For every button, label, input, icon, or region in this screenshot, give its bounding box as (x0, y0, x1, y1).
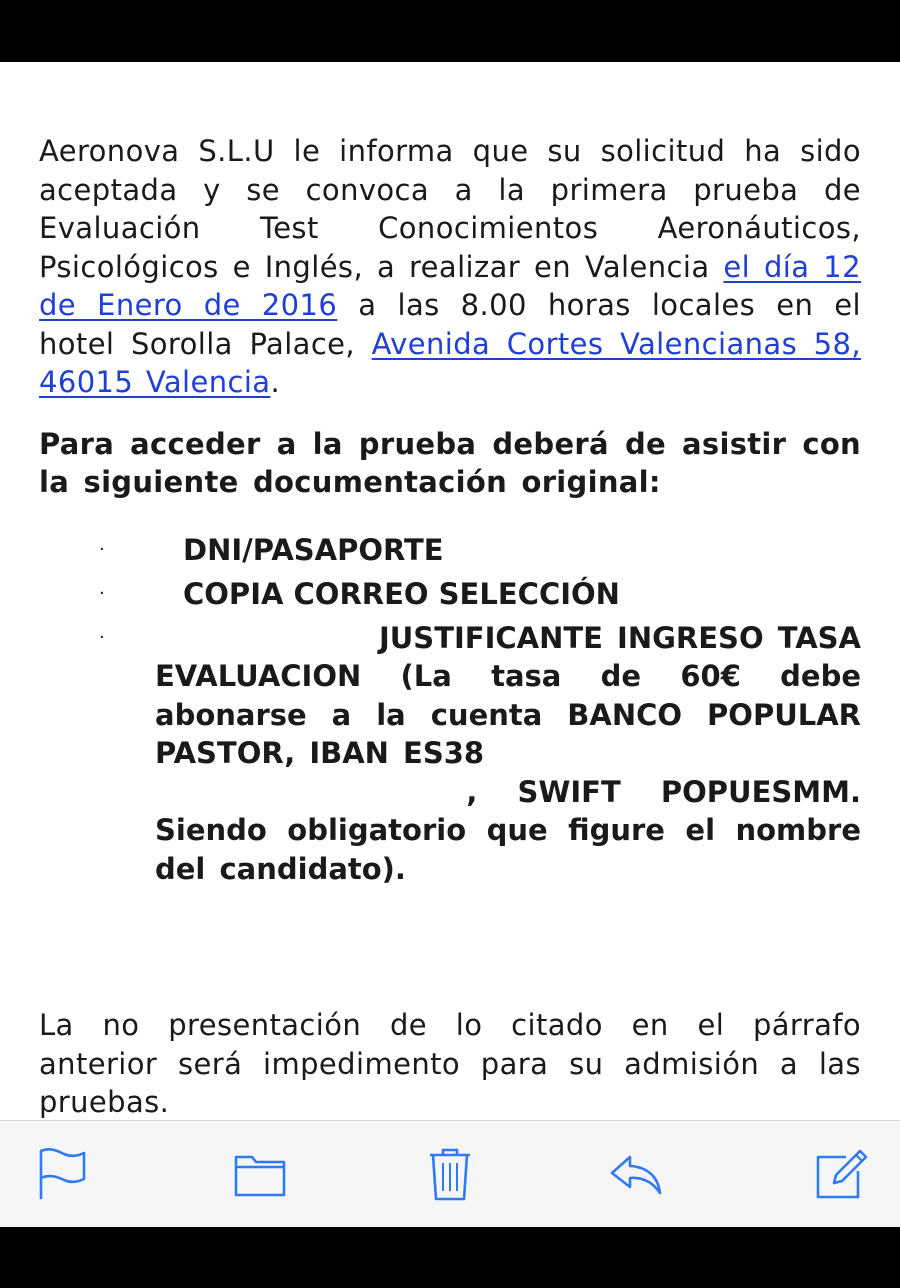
intro-text-middle: a las 8.00 horas locales en el hotel Sorolla Palace, (39, 288, 861, 361)
bullet-dot: · (99, 582, 105, 604)
justificante-end: Siendo obligatorio que figure el nombre del candidato). (155, 813, 861, 886)
move-folder-button[interactable] (232, 1143, 288, 1203)
intro-text-end: . (270, 365, 281, 399)
justificante-title: JUSTIFICANTE INGRESO TASA (378, 620, 861, 655)
requirements-heading: Para acceder a la prueba deberá de asistir con la siguiente documentación original: (39, 426, 861, 499)
compose-button[interactable] (814, 1143, 870, 1203)
flag-button[interactable] (34, 1143, 90, 1203)
swift-line: , SWIFT POPUESMM. (466, 774, 861, 809)
list-item (39, 528, 861, 572)
bullet-dot: · (99, 538, 105, 560)
flag-icon (34, 1143, 90, 1203)
trash-icon (422, 1143, 478, 1203)
documents-list (39, 528, 861, 889)
reply-icon (608, 1143, 664, 1203)
intro-paragraph (39, 132, 861, 402)
bullet-dot: · (99, 626, 105, 648)
list-item-justificante (155, 616, 861, 889)
justificante-body: EVALUACION (La tasa de 60€ debe abonarse a la cuenta BANCO POPULAR PASTOR, IBAN ES38 (155, 659, 861, 770)
mail-toolbar (0, 1120, 900, 1227)
intro-text: Aeronova S.L.U le informa que su solicitud ha sido aceptada y se convoca a la primera prueba de Evaluación Test Conocimientos Aeronáuticos, Psicológicos e Inglés, a realizar en Valencia (39, 134, 861, 284)
reply-button[interactable] (608, 1143, 664, 1203)
folder-icon (232, 1143, 288, 1203)
list-item-dni: DNI/PASAPORTE (183, 532, 444, 567)
address-link[interactable]: Avenida Cortes Valencianas 58, 46015 Valencia (39, 326, 861, 399)
compose-icon (814, 1143, 870, 1203)
trash-button[interactable] (422, 1143, 478, 1203)
date-link[interactable]: el día 12 de Enero de 2016 (39, 249, 862, 322)
email-body (39, 132, 861, 888)
list-item-copia: COPIA CORREO SELECCIÓN (183, 576, 620, 611)
list-item (39, 616, 861, 889)
closing-paragraph: La no presentación de lo citado en el párrafo anterior será impedimento para su admisión a las pruebas. (39, 1008, 861, 1119)
mail-screen (0, 62, 900, 1227)
list-item (39, 572, 861, 616)
